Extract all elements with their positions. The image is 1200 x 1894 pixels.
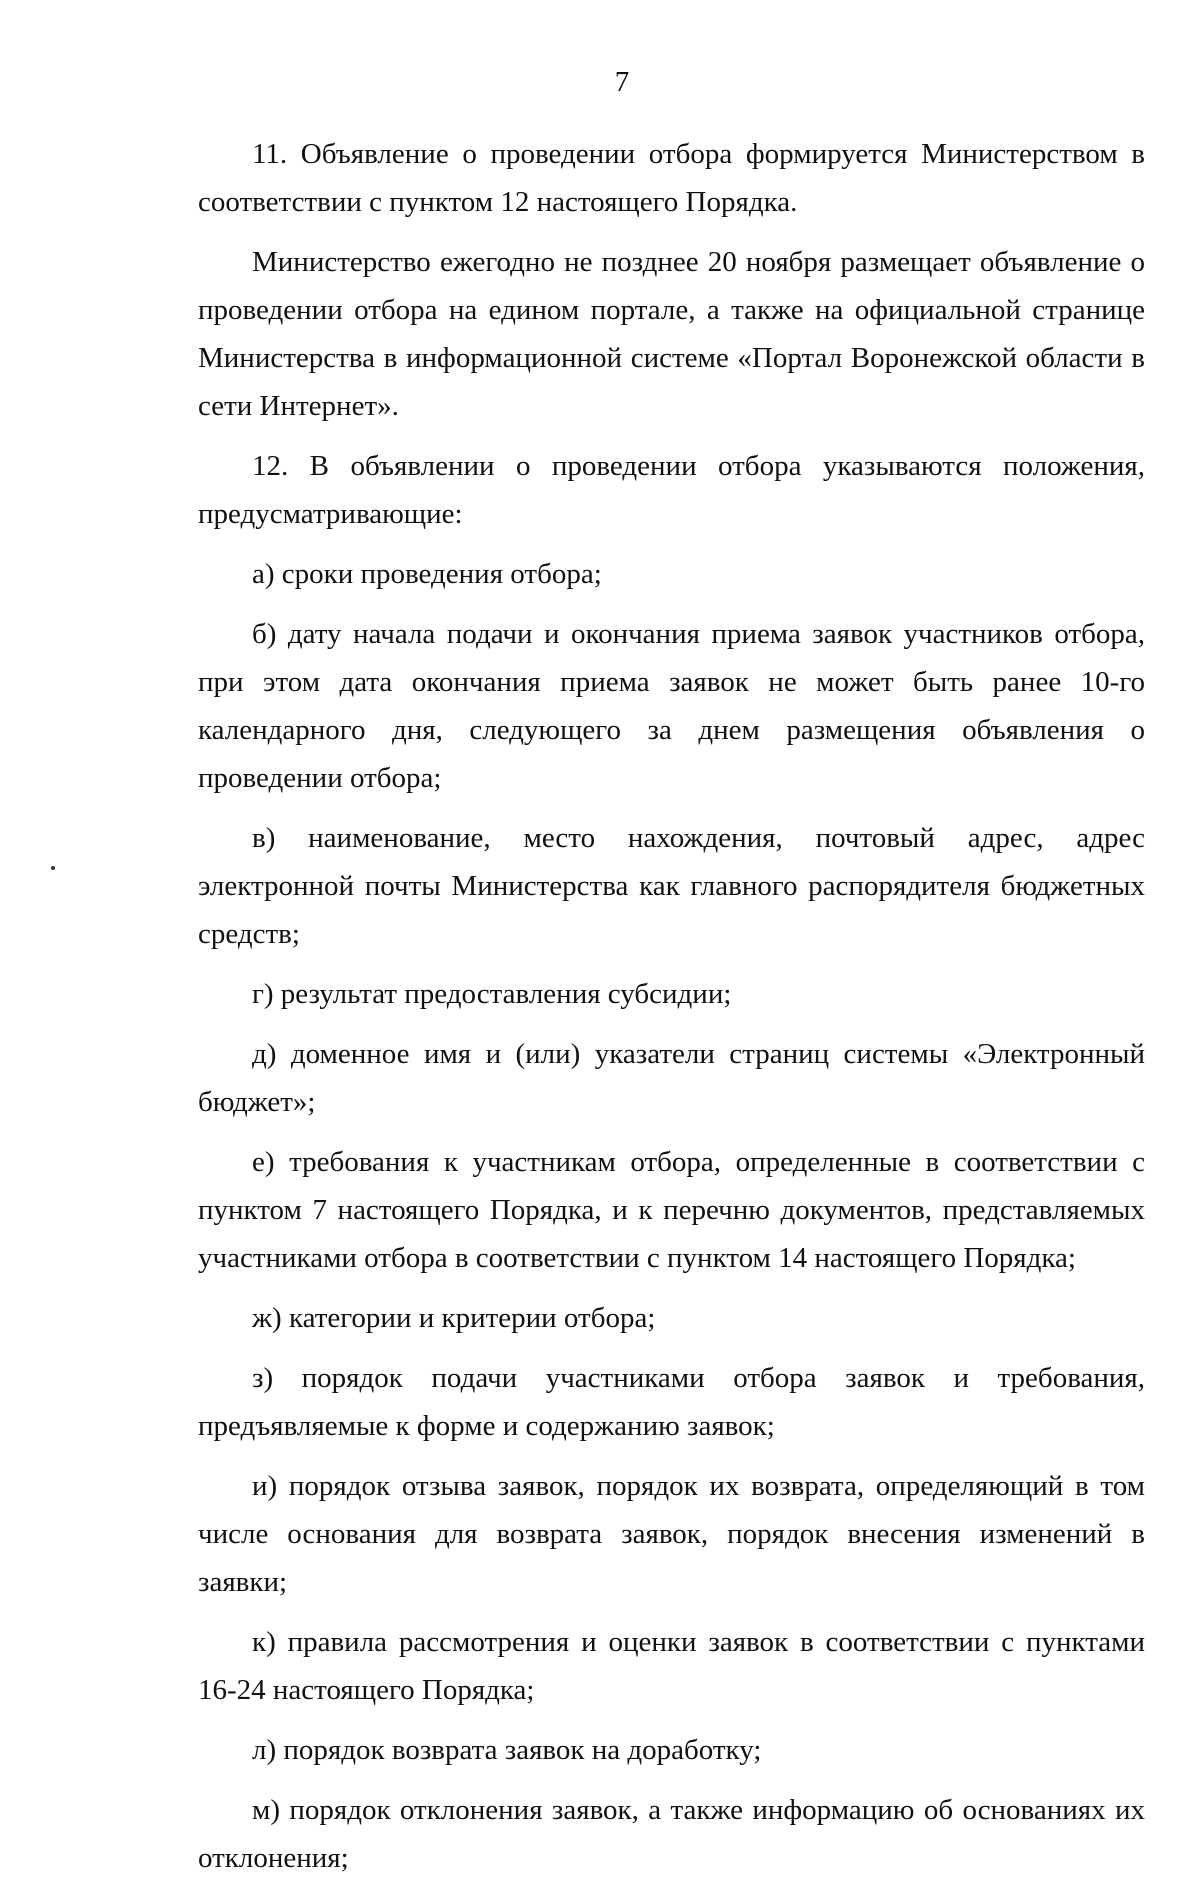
list-item-d: д) доменное имя и (или) указатели страниц системы «Электронный бюджет»;	[198, 1038, 1145, 1118]
list-item-m: м) порядок отклонения заявок, а также информацию об основаниях их отклонения;	[198, 1794, 1145, 1874]
list-item-zh: ж) категории и критерии отбора;	[252, 1302, 656, 1334]
list-item-k: к) правила рассмотрения и оценки заявок в соответствии с пунктами 16-24 настоящего Порядка;	[198, 1626, 1145, 1706]
list-item-l: л) порядок возврата заявок на доработку;	[252, 1734, 762, 1766]
paragraph-12: 12. В объявлении о проведении отбора указываются положения, предусматривающие:	[198, 450, 1145, 530]
list-item-a: а) сроки проведения отбора;	[252, 558, 602, 590]
list-item-g: г) результат предоставления субсидии;	[252, 978, 732, 1010]
document-body	[198, 130, 1145, 1894]
list-item-z: з) порядок подачи участниками отбора заявок и требования, предъявляемые к форме и содержанию заявок;	[198, 1362, 1145, 1442]
scan-speck	[51, 866, 55, 870]
page-number: 7	[614, 66, 630, 98]
paragraph-11-announcement: Министерство ежегодно не позднее 20 ноября размещает объявление о проведении отбора на едином портале, а также на официальной странице Министерства в информационной системе «Портал Воронежской области в сети Интернет».	[198, 246, 1145, 422]
list-item-e: е) требования к участникам отбора, определенные в соответствии с пунктом 7 настоящего Порядка, и к перечню документов, представляемых участниками отбора в соответствии с пунктом 14 настоящего Порядка;	[198, 1146, 1145, 1274]
list-item-i: и) порядок отзыва заявок, порядок их возврата, определяющий в том числе основания для возврата заявок, порядок внесения изменений в заявки;	[198, 1470, 1145, 1598]
list-item-v: в) наименование, место нахождения, почтовый адрес, адрес электронной почты Министерства как главного распорядителя бюджетных средств;	[198, 822, 1145, 950]
paragraph-11: 11. Объявление о проведении отбора формируется Министерством в соответствии с пунктом 12 настоящего Порядка.	[198, 138, 1145, 218]
list-item-b: б) дату начала подачи и окончания приема заявок участников отбора, при этом дата окончания приема заявок не может быть ранее 10-го календарного дня, следующего за днем размещения объявления о проведении отбора;	[198, 618, 1145, 794]
